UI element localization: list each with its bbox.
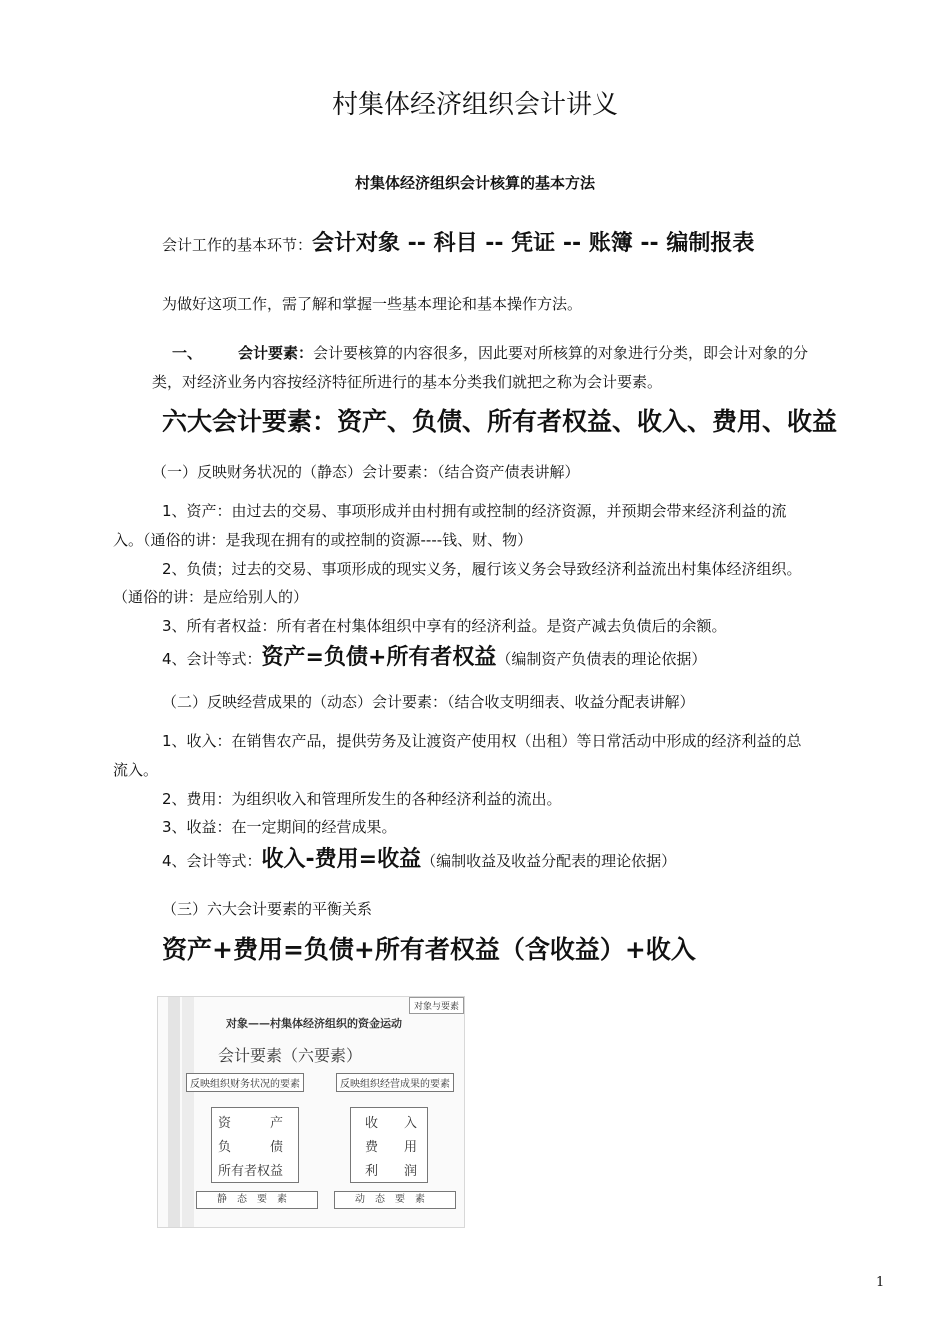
basic-steps-value: 会计对象 -- 科目 -- 凭证 -- 账簿 -- 编制报表 bbox=[312, 231, 755, 256]
diagram-item-profit: 利 润 bbox=[365, 1164, 418, 1179]
diagram-subtitle: 会计要素（六要素） bbox=[218, 1046, 363, 1065]
income-equation-line bbox=[162, 842, 676, 873]
document-title: 村集体经济组织会计讲义 bbox=[331, 90, 618, 120]
diagram-right-label: 反映组织经营成果的要素 bbox=[336, 1073, 454, 1092]
page-number: 1 bbox=[876, 1275, 885, 1290]
basic-steps-label: 会计工作的基本环节： bbox=[162, 236, 313, 254]
asset-definition-a: 1、资产：由过去的交易、事项形成并由村拥有或控制的经济资源，并预期会带来经济利益的流 bbox=[162, 502, 787, 520]
revenue-definition-b: 流入。 bbox=[113, 761, 159, 779]
revenue-definition-a: 1、收入：在销售农产品，提供劳务及让渡资产使用权（出租）等日常活动中形成的经济利益的总 bbox=[162, 732, 802, 750]
equation-note-1: （编制资产负债表的理论依据） bbox=[496, 650, 707, 668]
balance-equation-line bbox=[162, 640, 706, 671]
equation-label-1: 4、会计等式： bbox=[162, 650, 262, 668]
six-elements-heading: 六大会计要素：资产、负债、所有者权益、收入、费用、收益 bbox=[162, 407, 838, 436]
income-definition: 3、收益：在一定期间的经营成果。 bbox=[162, 818, 397, 836]
equation-income-statement: 收入-费用=收益 bbox=[261, 847, 422, 872]
diagram-left-label: 反映组织财务状况的要素 bbox=[186, 1073, 304, 1092]
diagram-item-expense: 费 用 bbox=[365, 1140, 418, 1155]
section1-number: 一、 bbox=[172, 344, 203, 362]
diagram-item-liability: 负 债 bbox=[218, 1140, 284, 1155]
asset-definition-b: 入。（通俗的讲：是我现在拥有的或控制的资源----钱、财、物） bbox=[113, 531, 533, 549]
section-subtitle: 村集体经济组织会计核算的基本方法 bbox=[354, 174, 595, 192]
equation-label-2: 4、会计等式： bbox=[162, 852, 262, 870]
decorative-stripe bbox=[168, 997, 180, 1227]
diagram-item-equity: 所有者权益 bbox=[218, 1164, 284, 1179]
section1-line2: 类，对经济业务内容按经济特征所进行的基本分类我们就把之称为会计要素。 bbox=[152, 373, 663, 391]
decorative-stripe bbox=[182, 997, 194, 1227]
liability-definition-a: 2、负债；过去的交易、事项形成的现实义务，履行该义务会导致经济利益流出村集体经济组织。 bbox=[162, 560, 802, 578]
accounting-elements-diagram bbox=[157, 996, 465, 1228]
section1-term: 会计要素： bbox=[238, 344, 314, 362]
liability-definition-b: （通俗的讲：是应给别人的） bbox=[113, 588, 309, 606]
equation-balance-sheet: 资产=负债+所有者权益 bbox=[261, 645, 497, 670]
diagram-item-revenue: 收 入 bbox=[365, 1116, 418, 1131]
balance-relationship-equation: 资产+费用=负债+所有者权益（含收益）+收入 bbox=[162, 935, 696, 964]
equity-definition: 3、所有者权益：所有者在村集体组织中享有的经济利益。是资产减去负债后的余额。 bbox=[162, 617, 727, 635]
part2-heading: （二）反映经营成果的（动态）会计要素：（结合收支明细表、收益分配表讲解） bbox=[162, 693, 695, 711]
diagram-tag: 对象与要素 bbox=[409, 997, 464, 1014]
static-elements-box bbox=[211, 1107, 299, 1183]
part3-heading: （三）六大会计要素的平衡关系 bbox=[162, 900, 373, 918]
dynamic-elements-box bbox=[350, 1107, 428, 1183]
basic-steps-line bbox=[162, 226, 754, 257]
part1-heading: （一）反映财务状况的（静态）会计要素：（结合资产债表讲解） bbox=[152, 463, 580, 481]
diagram-title: 对象——村集体经济组织的资金运动 bbox=[226, 1017, 402, 1030]
intro-paragraph: 为做好这项工作，需了解和掌握一些基本理论和基本操作方法。 bbox=[162, 295, 583, 313]
dynamic-elements-footer: 动态要素 bbox=[334, 1191, 456, 1209]
equation-note-2: （编制收益及收益分配表的理论依据） bbox=[421, 852, 677, 870]
diagram-item-asset: 资 产 bbox=[218, 1116, 284, 1131]
section1-text-a: 会计要核算的内容很多，因此要对所核算的对象进行分类，即会计对象的分 bbox=[313, 344, 809, 362]
section1-line1 bbox=[172, 342, 808, 364]
static-elements-footer: 静态要素 bbox=[196, 1191, 318, 1209]
expense-definition: 2、费用：为组织收入和管理所发生的各种经济利益的流出。 bbox=[162, 790, 562, 808]
